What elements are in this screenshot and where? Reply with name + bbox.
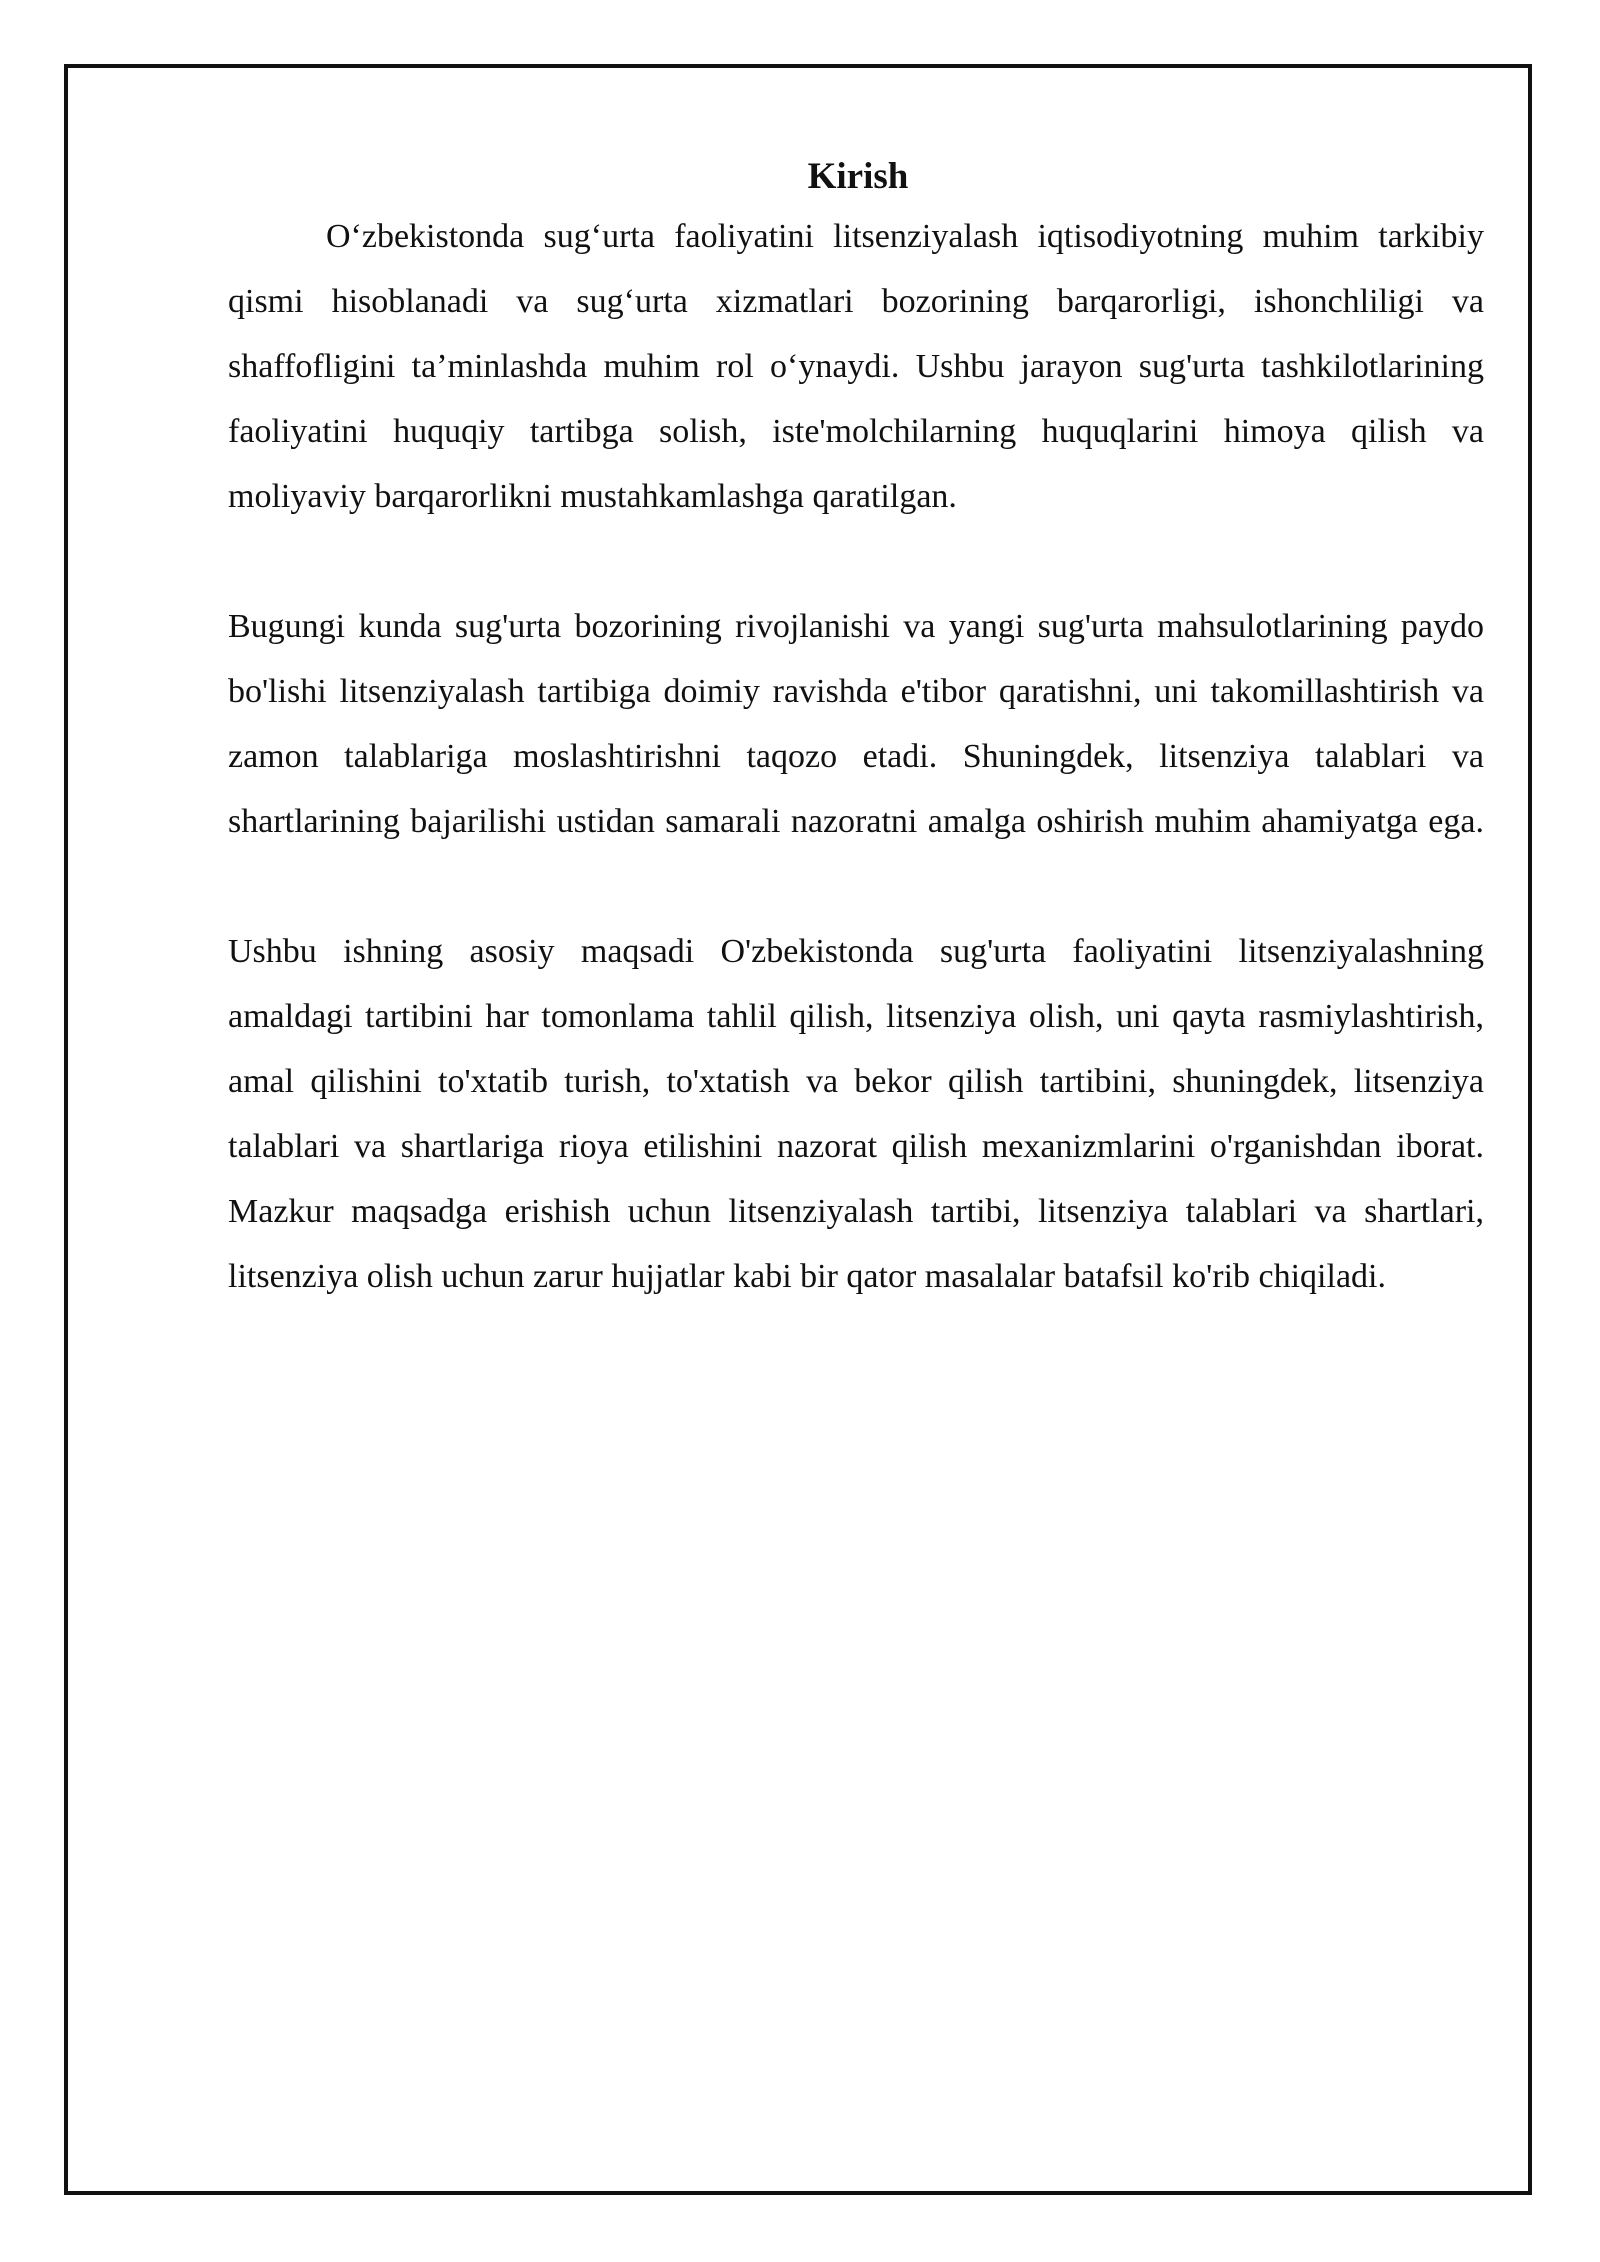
- paragraph-introduction: O‘zbekistonda sug‘urta faoliyatini litsenziyalash iqtisodiyotning muhim tarkibiy qismi hisoblanadi va sug‘urta xizmatlari bozorining barqarorligi, ishonchliligi va shaffofligini ta’minlashda muhim rol o‘ynaydi. Ushbu jarayon sug'urta tashkilotlarining faoliyatini huquqiy tartibga solish, iste'molchilarning huquqlarini himoya qilish va moliyaviy barqarorlikni mustahkamlashga qaratilgan.: [228, 218, 1484, 515]
- paragraph-market-development: Bugungi kunda sug'urta bozorining rivojlanishi va yangi sug'urta mahsulotlarining paydo bo'lishi litsenziyalash tartibiga doimiy ravishda e'tibor qaratishni, uni takomillashtirish va zamon talablariga moslashtirishni taqozo etadi. Shuningdek, litsenziya talablari va shartlarining bajarilishi ustidan samarali nazoratni amalga oshirish muhim ahamiyatga ega.: [228, 608, 1484, 840]
- paragraph-research-goal: Ushbu ishning asosiy maqsadi O'zbekistonda sug'urta faoliyatini litsenziyalashning amaldagi tartibini har tomonlama tahlil qilish, litsenziya olish, uni qayta rasmiylashtirish, amal qilishini to'xtatib turish, to'xtatish va bekor qilish tartibini, shuningdek, litsenziya talablari va shartlariga rioya etilishini nazorat qilish mexanizmlarini o'rganishdan iborat. Mazkur maqsadga erishish uchun litsenziyalash tartibi, litsenziya talablari va shartlari, litsenziya olish uchun zarur hujjatlar kabi bir qator masalalar batafsil ko'rib chiqiladi.: [228, 933, 1484, 1295]
- document-body: [228, 150, 1484, 1309]
- page-title: Kirish: [807, 156, 909, 197]
